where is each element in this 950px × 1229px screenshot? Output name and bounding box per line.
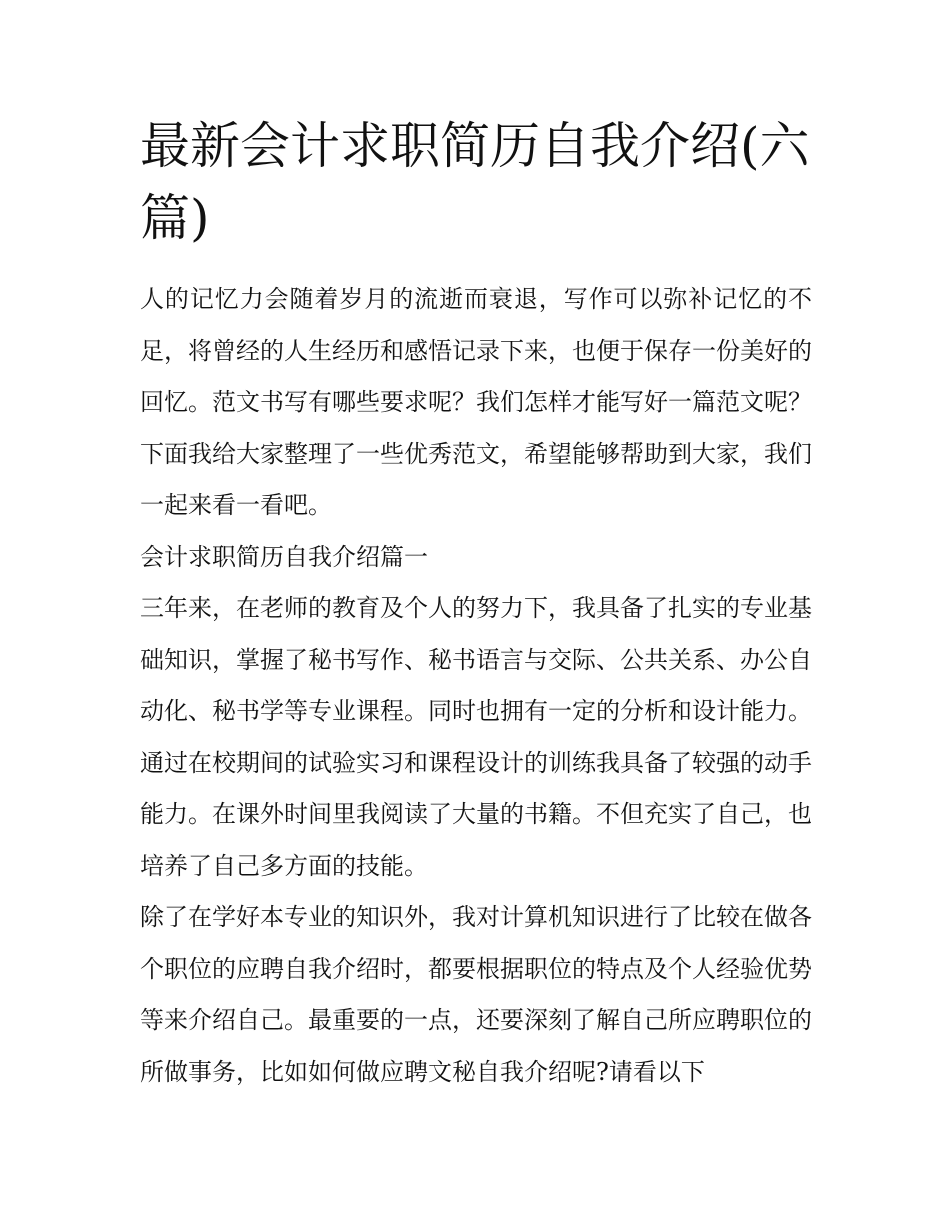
document-title: 最新会计求职简历自我介绍(六篇) — [140, 117, 810, 247]
body-paragraph: 三年来，在老师的教育及个人的努力下，我具备了扎实的专业基础知识，掌握了秘书写作、秘书语言与交际、公共关系、办公自动化、秘书学等专业课程。同时也拥有一定的分析和设计能力。通过在校期间的试验实习和课程设计的训练我具备了较强的动手能力。在课外时间里我阅读了大量的书籍。不但充实了自己，也培养了自己多方面的技能。 — [140, 594, 812, 880]
document-page — [140, 110, 812, 1098]
section-heading: 会计求职简历自我介绍篇一 — [140, 542, 428, 571]
document-body — [140, 274, 812, 1098]
body-paragraph: 除了在学好本专业的知识外，我对计算机知识进行了比较在做各个职位的应聘自我介绍时，都要根据职位的特点及个人经验优势等来介绍自己。最重要的一点，还要深刻了解自己所应聘职位的所做事务，比如如何做应聘文秘自我介绍呢?请看以下 — [140, 903, 812, 1086]
intro-paragraph: 人的记忆力会随着岁月的流逝而衰退，写作可以弥补记忆的不足，将曾经的人生经历和感悟记录下来，也便于保存一份美好的回忆。范文书写有哪些要求呢？我们怎样才能写好一篇范文呢？下面我给大家整理了一些优秀范文，希望能够帮助到大家，我们一起来看一看吧。 — [140, 285, 812, 519]
